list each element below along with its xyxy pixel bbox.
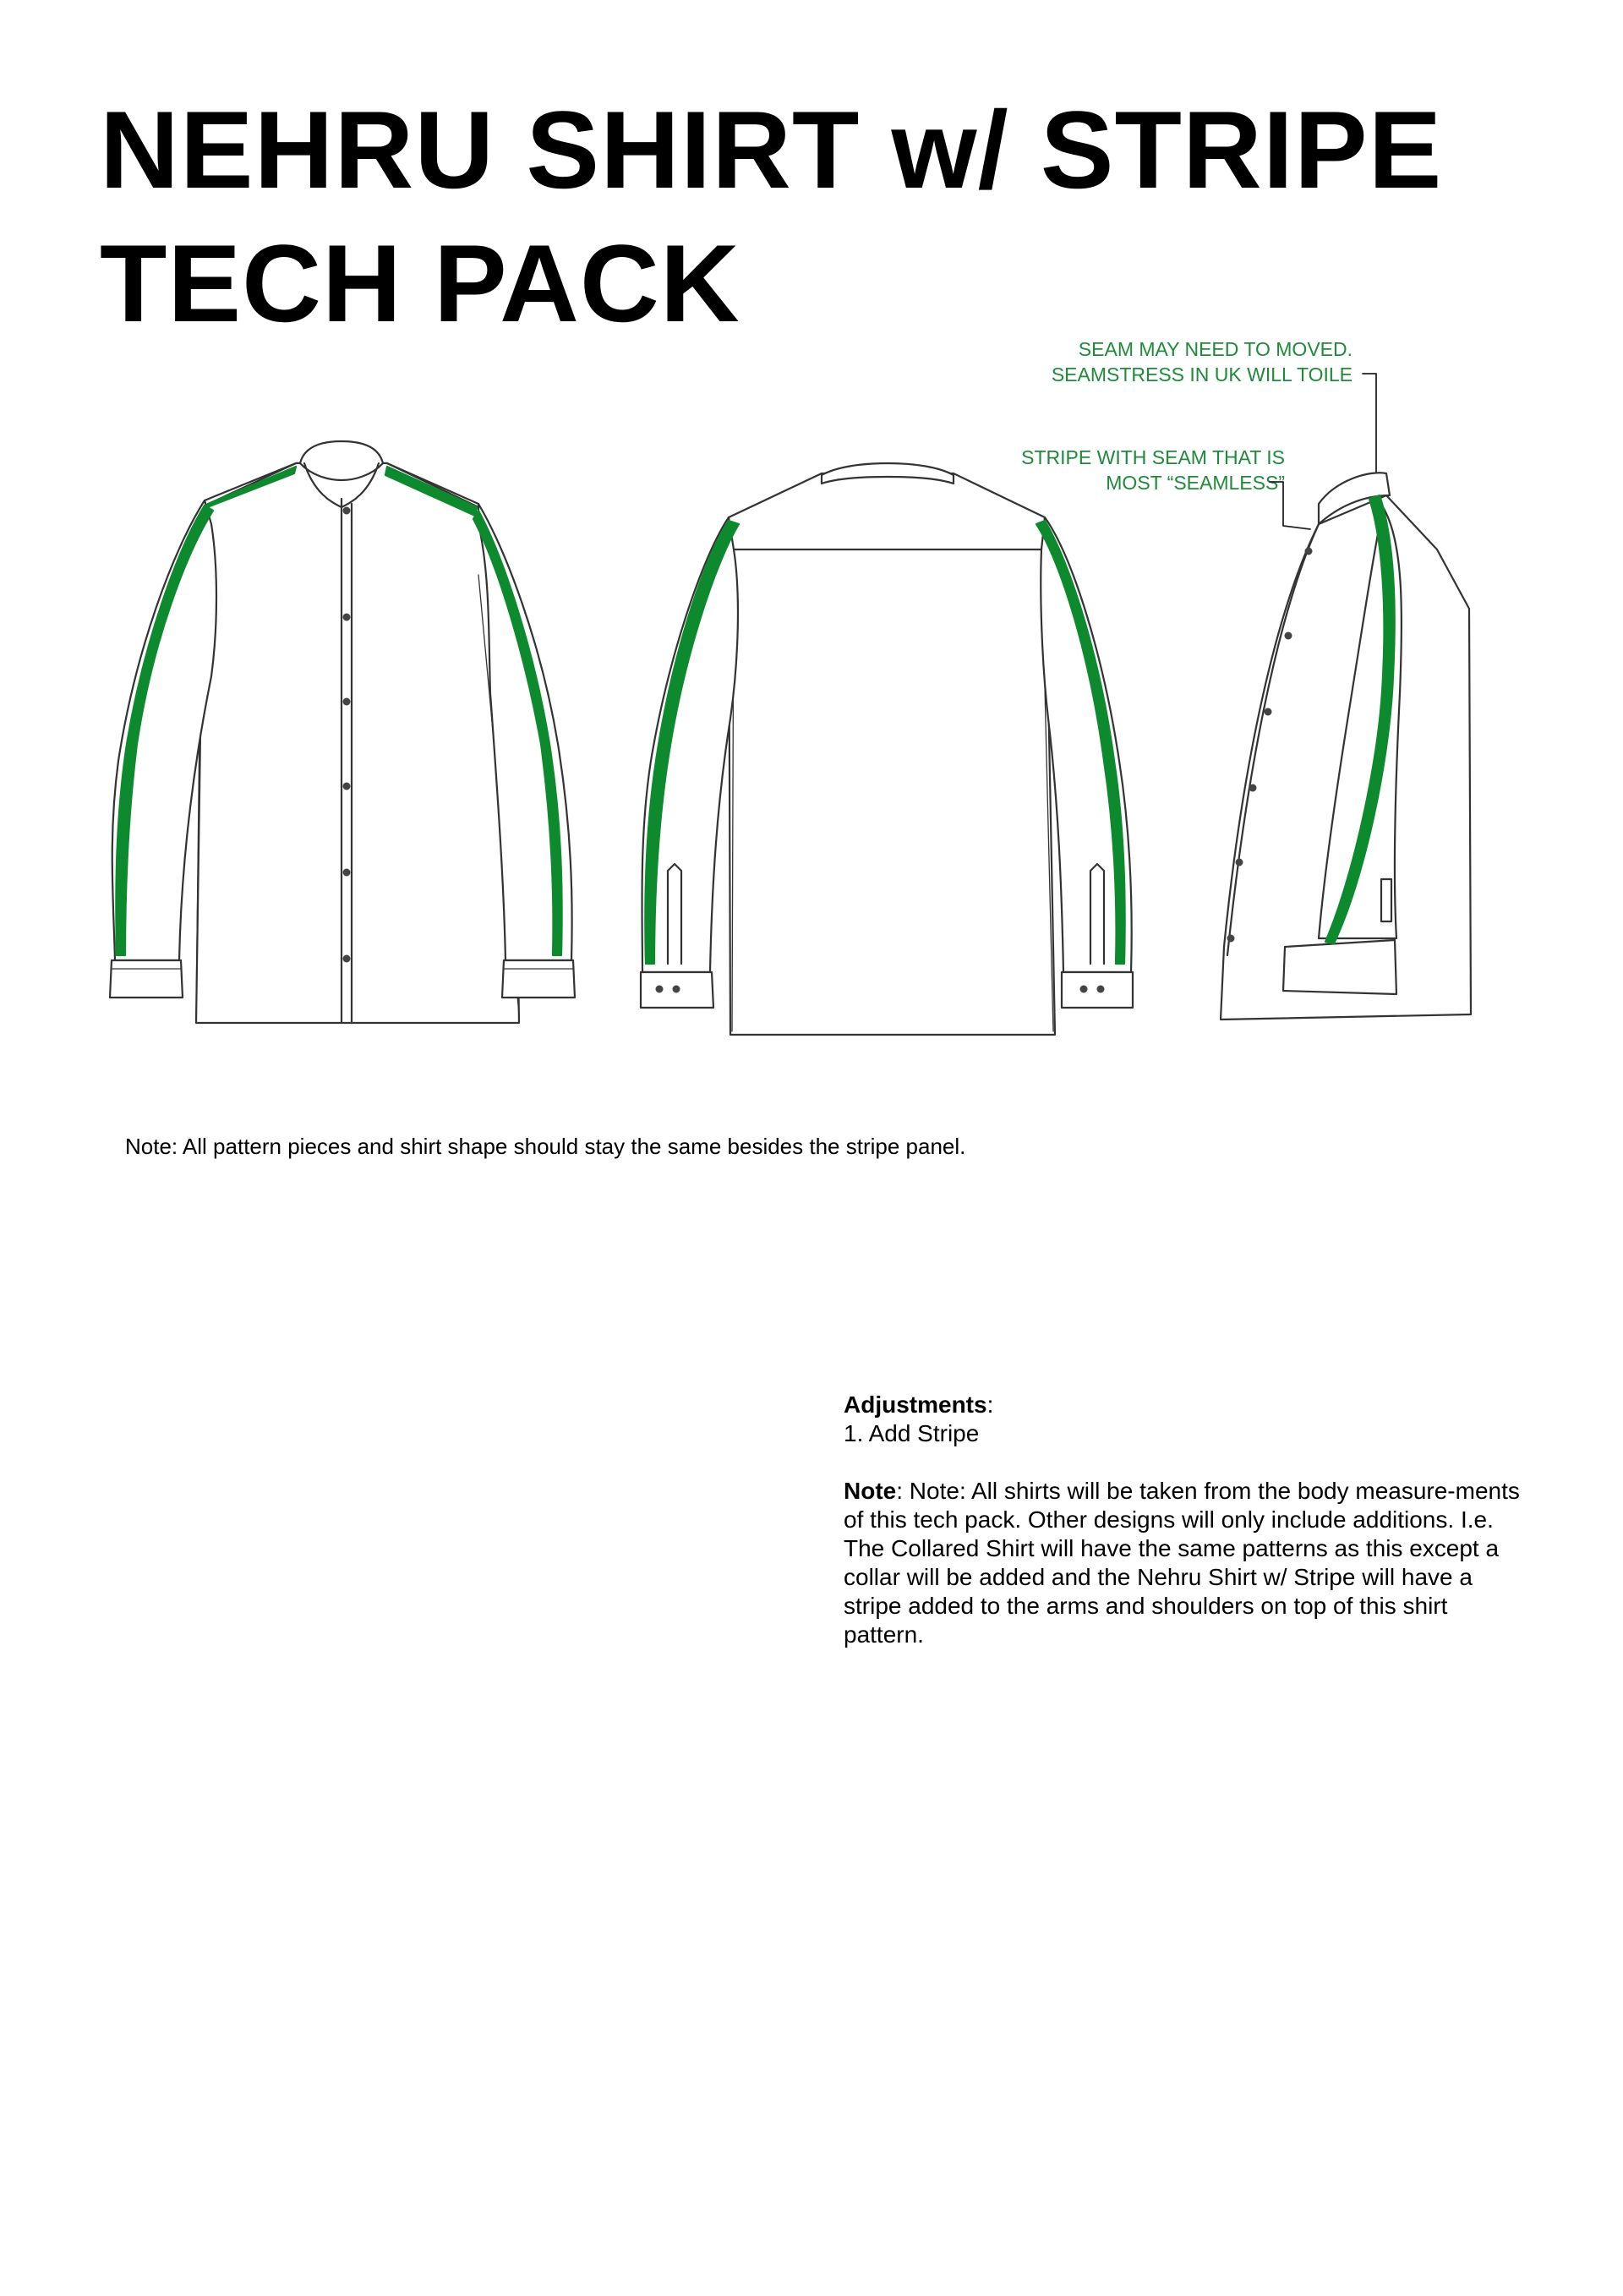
shirt-front-view — [110, 441, 575, 1023]
callout-stripe-seam-line-2: MOST “SEAMLESS” — [1106, 472, 1285, 494]
adjustments-block — [844, 1391, 1520, 1649]
adjustments-note-heading: Note — [844, 1478, 897, 1504]
adjustments-heading: Adjustments — [844, 1391, 987, 1418]
shape-note: Note: All pattern pieces and shirt shape should stay the same besides the stripe panel. — [125, 1134, 966, 1159]
shirt-back-view — [641, 463, 1133, 1035]
adjustments-note — [844, 1477, 1520, 1649]
callout-stripe-seam-line-1: STRIPE WITH SEAM THAT IS — [1021, 446, 1285, 468]
callout-seam-move-line-1: SEAM MAY NEED TO MOVED. — [1078, 338, 1352, 360]
adjustments-colon: : — [986, 1391, 994, 1418]
shirt-side-view — [1221, 473, 1471, 1020]
title-line-2: TECH PACK — [100, 221, 740, 345]
adjustments-note-text: : Note: All shirts will be taken from the body measure-ments of this tech pack. Other designs will only include additions. I.e. The Collared Shirt will have the same patterns as this except a collar will be added and the Nehru Shirt w/ Stripe will have a stripe added to the arms and shoulders on top of this shirt pattern. — [844, 1478, 1520, 1648]
adjustments-heading-line — [844, 1391, 1520, 1419]
adjustments-item-1: 1. Add Stripe — [844, 1420, 980, 1446]
callout-seam-move-line-2: SEAMSTRESS IN UK WILL TOILE — [1051, 364, 1352, 385]
title-line-1: NEHRU SHIRT w/ STRIPE — [100, 88, 1443, 211]
